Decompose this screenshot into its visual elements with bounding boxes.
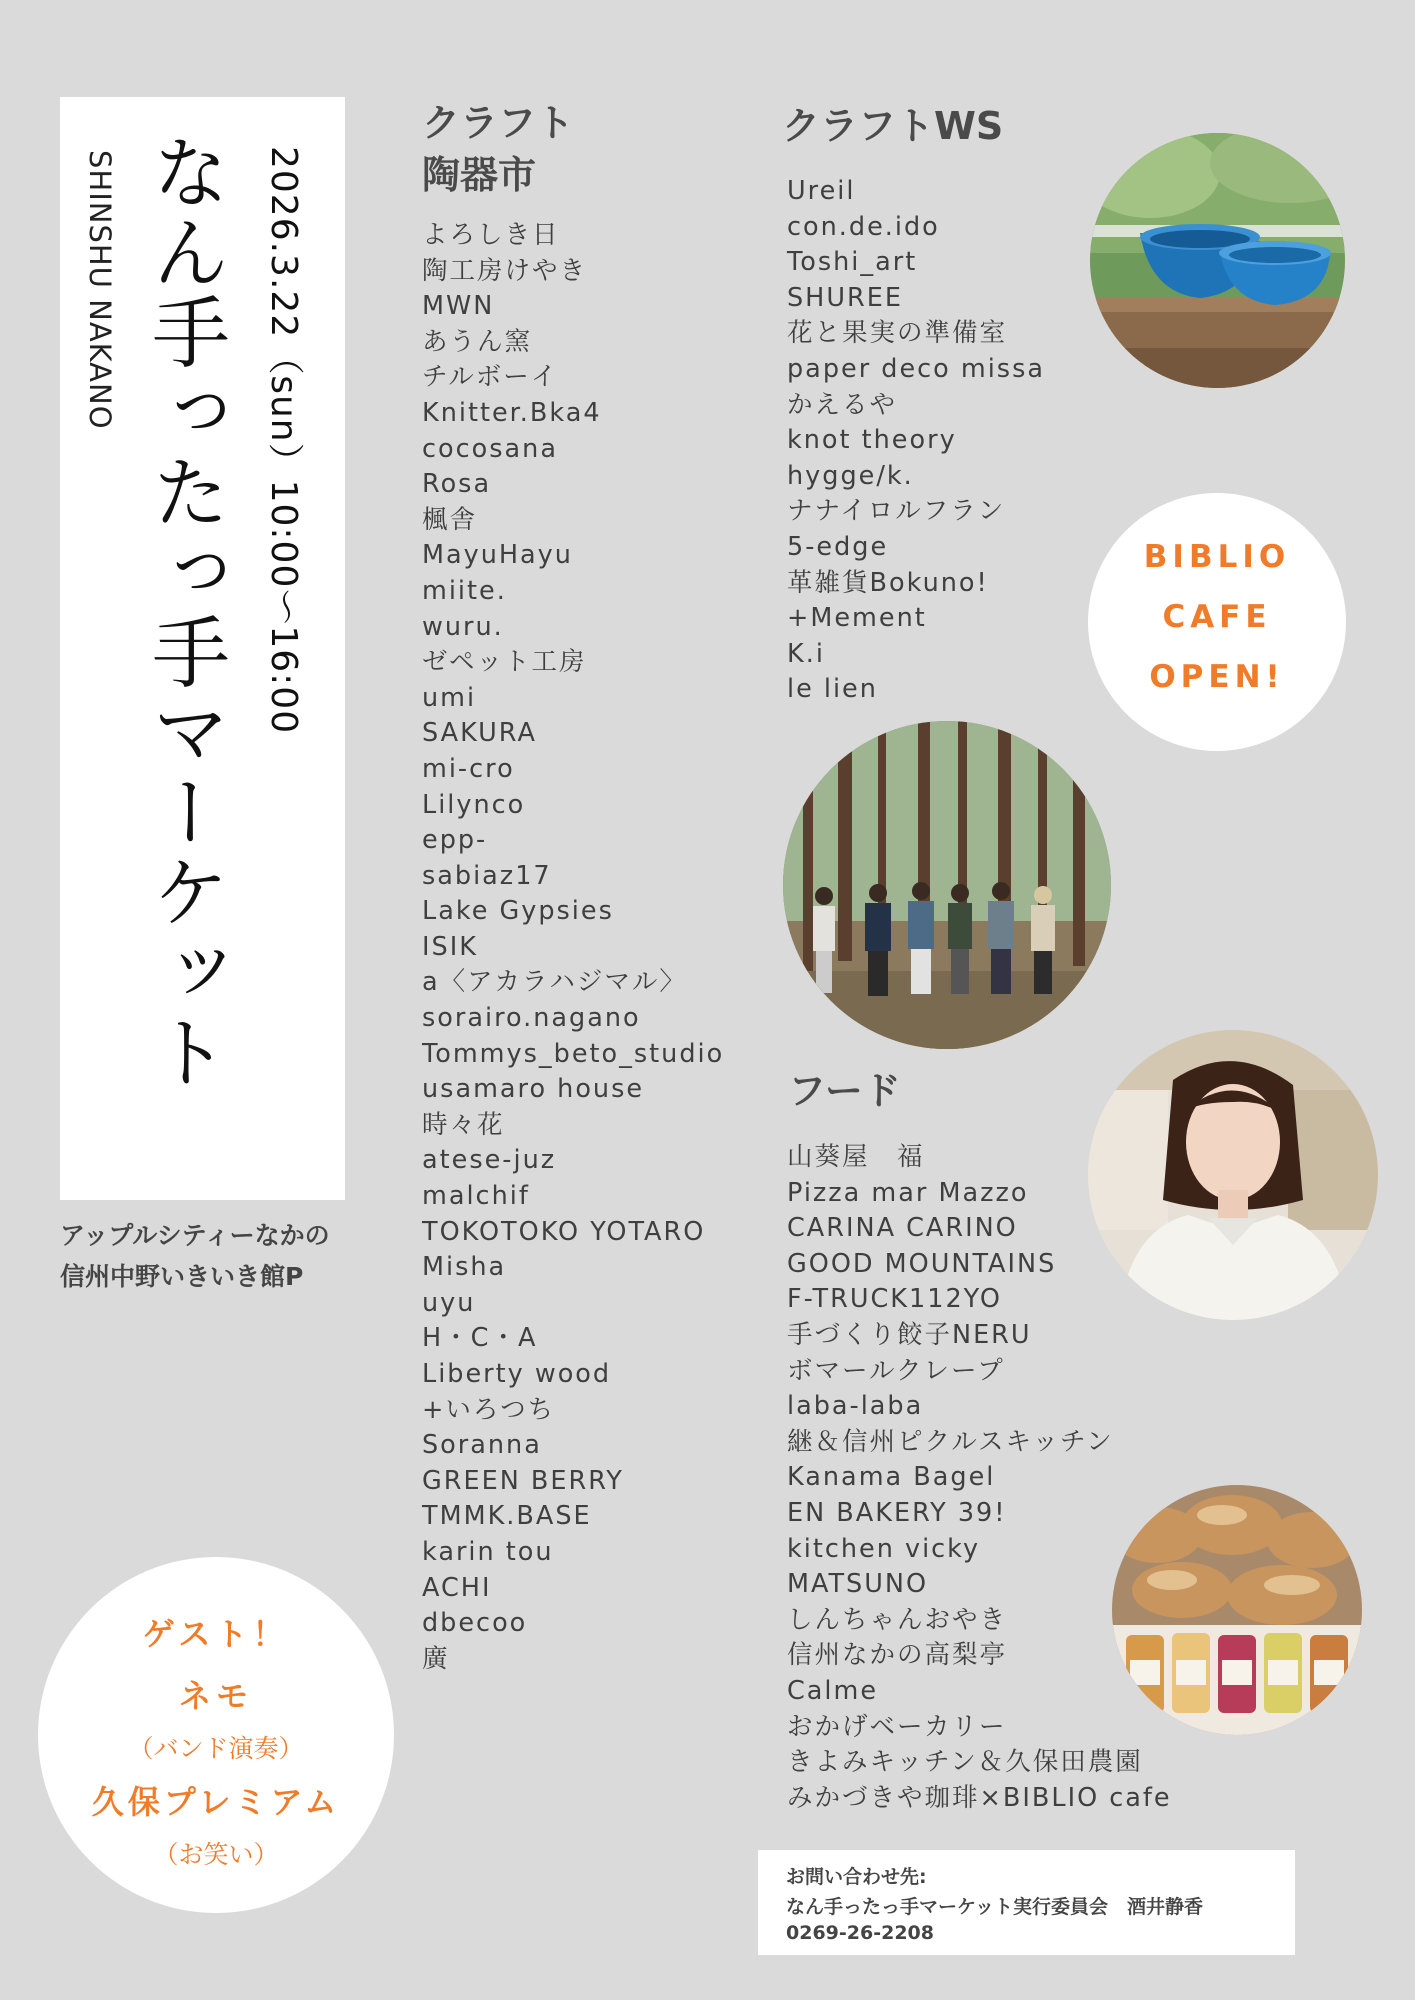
craft-vendor: TOKOTOKO YOTARO [422,1216,706,1247]
craft-vendor: 時々花 [422,1109,505,1140]
craft-vendor: MWN [422,291,495,322]
woman-portrait-photo [1088,1030,1378,1320]
craft-vendor: H・C・A [422,1323,538,1354]
craft-vendor: ISIK [422,931,478,962]
venue-line-2: 信州中野いきいき館P [60,1262,304,1291]
craft-vendor: Lilynco [422,789,526,820]
craft-vendor: sorairo.nagano [422,1003,641,1034]
food-vendor: EN BAKERY 39! [787,1497,1007,1528]
contact-phone: 0269-26-2208 [786,1922,934,1944]
biblio-line-2: CAFE [1162,599,1272,635]
woman-portrait-image [1088,1030,1378,1320]
food-vendor: kitchen vicky [787,1533,981,1564]
craft-vendor: Soranna [422,1430,542,1461]
food-vendor: 継＆信州ピクルスキッチン [787,1426,1114,1457]
craft-vendor: GREEN BERRY [422,1465,624,1496]
craft-ws-vendor: 花と果実の準備室 [787,318,1008,349]
craft-vendor: a〈アカラハジマル〉 [422,967,687,998]
craft-vendor: atese-juz [422,1145,557,1176]
craft-vendor: uyu [422,1287,476,1318]
food-vendor: きよみキッチン＆久保田農園 [787,1747,1143,1778]
craft-ws-vendor: con.de.ido [787,211,940,242]
craft-ws-title: クラフトWS [782,104,1004,148]
craft-vendor: Tommys_beto_studio [422,1038,725,1069]
blue-bowls-image [1090,133,1345,388]
forest-group-photo [783,721,1111,1049]
food-vendor: 信州なかの高梨亭 [787,1640,1008,1671]
craft-ws-vendor: hygge/k. [787,460,914,491]
food-vendor: Kanama Bagel [787,1462,996,1493]
craft-vendor: Lake Gypsies [422,896,614,927]
craft-vendor: チルボーイ [422,362,559,393]
craft-vendor: mi-cro [422,753,515,784]
craft-vendor: よろしき日 [422,220,560,250]
contact-org: なん手ったっ手マーケット実行委員会 酒井静香 [786,1896,1204,1918]
craft-vendor: umi [422,682,477,713]
food-vendor: 手づくり餃子NERU [787,1319,1032,1350]
craft-vendor: malchif [422,1181,530,1212]
forest-group-image [783,721,1111,1049]
craft-vendor: あうん窯 [422,326,533,357]
guest-name-2: 久保プレミアム [91,1783,341,1821]
craft-vendor: 廣 [422,1643,450,1674]
craft-vendor: cocosana [422,433,558,464]
craft-vendor: ACHI [422,1572,492,1603]
food-vendor: GOOD MOUNTAINS [787,1248,1057,1279]
craft-vendor: +いろつち [422,1394,556,1425]
craft-vendor: wuru. [422,611,504,642]
craft-title-line-2: 陶器市 [422,153,537,197]
craft-vendor: SAKURA [422,718,537,749]
craft-vendor: sabiaz17 [422,860,552,891]
craft-vendor: epp- [422,825,488,856]
craft-vendor: Knitter.Bka4 [422,397,602,428]
food-vendor: CARINA CARINO [787,1213,1018,1244]
food-vendor: ボマールクレープ [787,1355,1005,1386]
craft-ws-vendor: paper deco missa [787,353,1046,384]
bread-and-jars-photo [1112,1485,1362,1735]
craft-vendor: miite. [422,575,507,606]
guest-name-1: ネモ [178,1677,253,1715]
craft-vendor: MayuHayu [422,540,573,571]
craft-ws-vendor: le lien [787,674,878,705]
craft-ws-list [787,174,1045,708]
craft-vendor: dbecoo [422,1608,528,1639]
food-vendor: laba-laba [787,1391,924,1422]
event-title: なん手ったっ手マーケット [139,132,229,1092]
craft-list [422,218,724,1677]
guest-badge [38,1557,394,1913]
food-vendor: Pizza mar Mazzo [787,1177,1029,1208]
venue [60,1215,330,1297]
craft-vendor: TMMK.BASE [422,1501,592,1532]
craft-vendor: karin tou [422,1536,554,1567]
guest-heading: ゲスト！ [142,1615,290,1653]
craft-vendor: 陶工房けやき [422,255,588,286]
craft-ws-vendor: SHUREE [787,282,903,313]
craft-ws-vendor: 革雑貨Bokuno! [787,567,989,598]
food-vendor: F-TRUCK112YO [787,1284,1002,1315]
food-vendor: Calme [787,1675,879,1706]
biblio-cafe-badge [1088,493,1346,751]
craft-ws-vendor: knot theory [787,425,957,456]
craft-vendor: Misha [422,1252,507,1283]
craft-ws-vendor: ナナイロルフラン [787,496,1006,527]
craft-ws-vendor: 5-edge [787,531,889,562]
blue-bowls-photo [1090,133,1345,388]
craft-title [422,97,574,201]
food-vendor: おかげベーカリー [787,1711,1007,1742]
craft-vendor: ゼペット工房 [422,647,587,678]
craft-ws-vendor: Toshi_art [787,247,918,278]
craft-vendor: Liberty wood [422,1359,612,1389]
contact-label: お問い合わせ先: [786,1866,927,1888]
craft-ws-vendor: かえるや [787,389,898,420]
event-subtitle: SHINSHU NAKANO [83,150,117,430]
bread-and-jars-image [1112,1485,1362,1735]
contact-box [758,1850,1295,1955]
food-vendor: しんちゃんおやき [787,1604,1008,1635]
craft-title-line-1: クラフト [422,101,575,145]
food-vendor: 山葵屋 福 [787,1142,925,1172]
food-vendor: みかづきや珈琲×BIBLIO cafe [787,1782,1172,1813]
craft-ws-vendor: +Mement [787,603,927,634]
craft-ws-vendor: K.i [787,638,825,669]
event-date-time: 2026.3.22（sun）10:00～16:00 [263,146,304,735]
venue-line-1: アップルシティーなかの [60,1221,330,1250]
food-vendor: MATSUNO [787,1569,929,1600]
biblio-line-1: BIBLIO [1143,539,1291,575]
guest-role-2: （お笑い） [153,1840,279,1869]
craft-vendor: 楓舎 [422,504,478,535]
craft-vendor: usamaro house [422,1074,645,1105]
craft-ws-vendor: Ureil [787,176,856,206]
guest-role-1: （バンド演奏） [128,1734,304,1763]
biblio-line-3: OPEN! [1149,659,1285,695]
craft-vendor: Rosa [422,469,492,500]
food-title: フード [788,1069,901,1113]
